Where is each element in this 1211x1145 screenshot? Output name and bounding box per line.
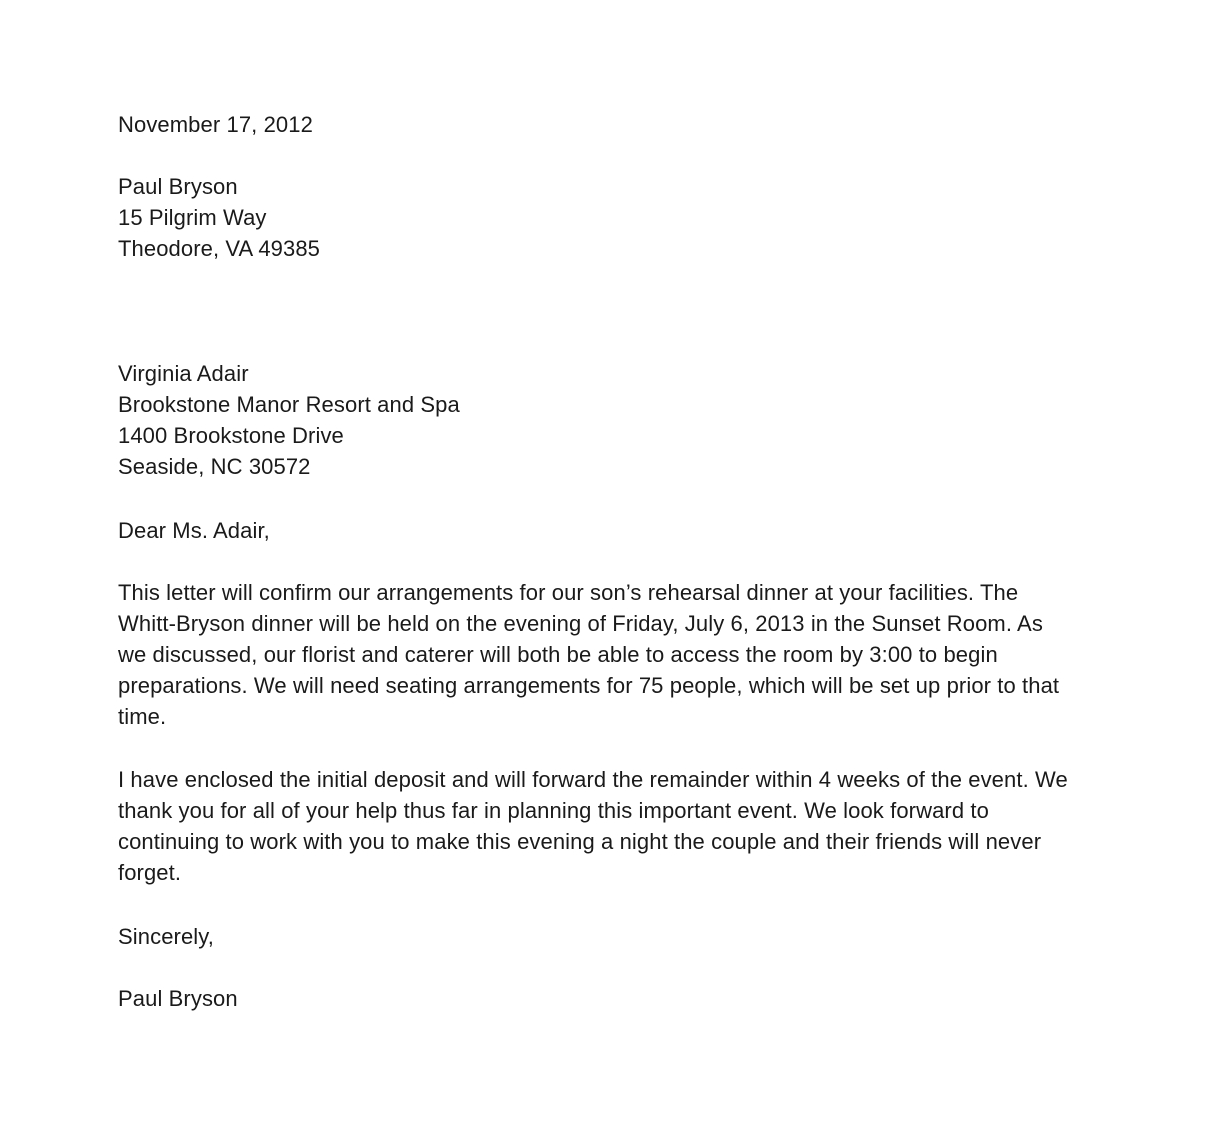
letter-date <box>118 109 1118 140</box>
recipient-street: 1400 Brookstone Drive <box>118 423 344 448</box>
salutation-text: Dear Ms. Adair, <box>118 518 270 543</box>
recipient-address <box>118 358 1118 482</box>
paragraph-line: continuing to work with you to make this evening a night the couple and their friends will never <box>118 829 1042 854</box>
signature-name: Paul Bryson <box>118 986 238 1011</box>
signature <box>118 983 1118 1014</box>
paragraph-line: I have enclosed the initial deposit and will forward the remainder within 4 weeks of the event. We <box>118 767 1068 792</box>
date-text: November 17, 2012 <box>118 112 313 137</box>
paragraph-line: forget. <box>118 860 182 885</box>
body-paragraph-1 <box>118 577 1118 732</box>
sender-street: 15 Pilgrim Way <box>118 205 267 230</box>
closing-text: Sincerely, <box>118 924 214 949</box>
recipient-name: Virginia Adair <box>118 361 249 386</box>
sender-name: Paul Bryson <box>118 174 238 199</box>
paragraph-line: preparations. We will need seating arrangements for 75 people, which will be set up prior to that <box>118 673 1060 698</box>
sender-address <box>118 171 1118 264</box>
paragraph-line: thank you for all of your help thus far in planning this important event. We look forward to <box>118 798 989 823</box>
salutation <box>118 515 1118 546</box>
closing <box>118 921 1118 952</box>
sender-city-state-zip: Theodore, VA 49385 <box>118 236 320 261</box>
paragraph-line: we discussed, our florist and caterer will both be able to access the room by 3:00 to begin <box>118 642 998 667</box>
paragraph-line: time. <box>118 704 167 729</box>
body-paragraph-2 <box>118 764 1118 888</box>
paragraph-line: This letter will confirm our arrangements for our son’s rehearsal dinner at your facilities. The <box>118 580 1019 605</box>
paragraph-line: Whitt-Bryson dinner will be held on the evening of Friday, July 6, 2013 in the Sunset Room. As <box>118 611 1043 636</box>
recipient-company: Brookstone Manor Resort and Spa <box>118 392 460 417</box>
recipient-city-state-zip: Seaside, NC 30572 <box>118 454 311 479</box>
